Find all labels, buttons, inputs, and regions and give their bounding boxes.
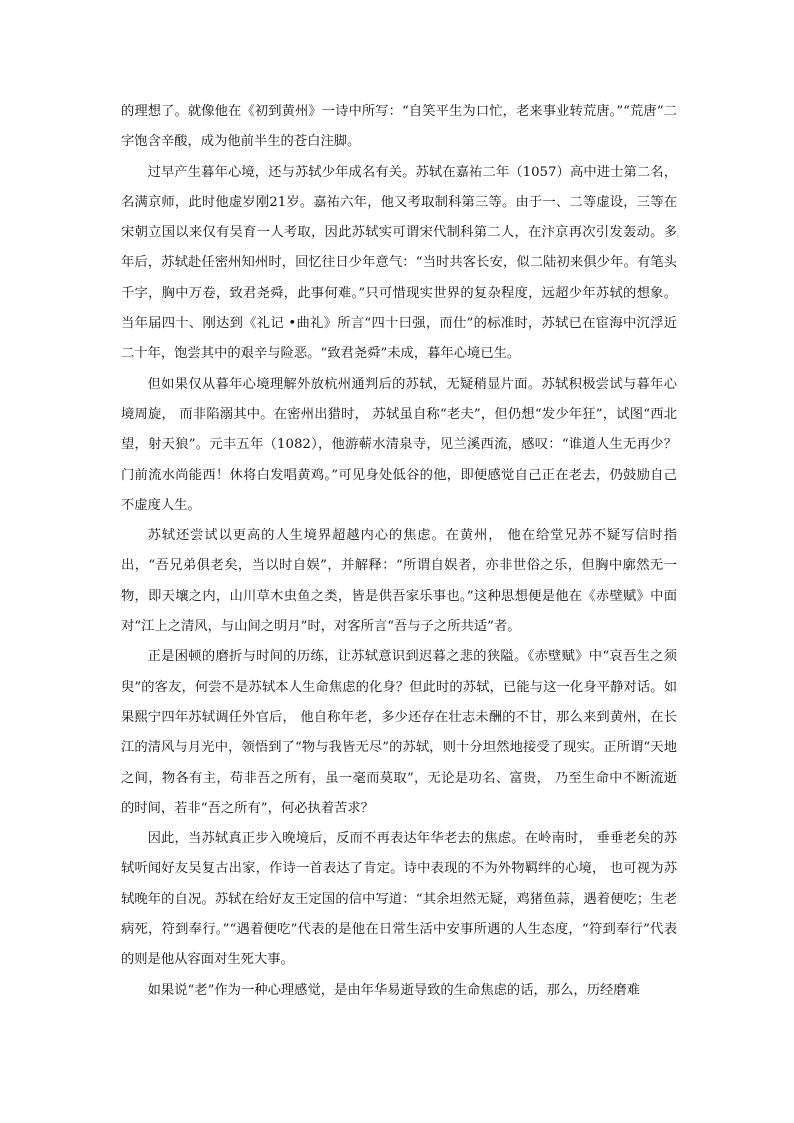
paragraph-continuation: 的理想了。就像他在《初到黄州》一诗中所写：“自笑平生为口忙，老来事业转荒唐。”“荒唐”二字饱含辛酸，成为他前半生的苍白注脚。 bbox=[121, 104, 677, 150]
document-page bbox=[121, 97, 677, 1006]
paragraph-red-cliff: 正是困顿的磨折与时间的历练，让苏轼意识到迟暮之悲的狭隘。《赤壁赋》中“哀吾生之须臾”的客友，何尝不是苏轼本人生命焦虑的化身？但此时的苏轼，已能与这一化身平静对话。如果熙宁四年苏轼调任外官后， 他自称年老，多少还存在壮志未酬的不甘，那么来到黄州，在长江的清风与月光中，领悟到了“物与我皆无尽”的苏轼，则十分坦然地接受了现实。正所谓“天地之间，物各有主，苟非吾之所有，虽一毫而莫取”，无论是功名、富贵， 乃至生命中不断流逝的时间，若非“吾之所有”，何必执着苦求？ bbox=[121, 649, 677, 816]
paragraph-late-years: 因此，当苏轼真正步入晚境后，反而不再表达年华老去的焦虑。在岭南时， 垂垂老矣的苏轼听闻好友吴复古出家，作诗一首表达了肯定。诗中表现的不为外物羁绊的心境， 也可视为苏轼晚年的自况。苏轼在给好友王定国的信中写道：“其余坦然无疑，鸡猪鱼蒜，遇着便吃；生老病死，符到奉行。”“遇着便吃”代表的是他在日常生活中安事所遇的人生态度，“符到奉行”代表的则是他从容面对生死大事。 bbox=[121, 831, 677, 968]
paragraph-resisting-age: 但如果仅从暮年心境理解外放杭州通判后的苏轼，无疑稍显片面。苏轼积极尝试与暮年心境周旋， 而非陷溺其中。在密州出猎时， 苏轼虽自称“老夫”，但仍想“发少年狂”，试图“西北望，射天狼”。元丰五年（1082），他游蕲水清泉寺，见兰溪西流，感叹：“谁道人生无再少？门前流水尚能西！休将白发唱黄鸡。”可见身处低谷的他，即便感觉自己正在老去，仍鼓励自己不虚度人生。 bbox=[121, 376, 677, 513]
paragraph-early-fame: 过早产生暮年心境，还与苏轼少年成名有关。苏轼在嘉祐二年（1057）高中进士第二名，名满京师，此时他虚岁刚21岁。嘉祐六年，他又考取制科第三等。由于一、二等虚设，三等在宋朝立国以来仅有吴育一人考取，因此苏轼实可谓宋代制科第二人，在汴京再次引发轰动。多年后，苏轼赴任密州知州时，回忆往日少年意气：“当时共客长安，似二陆初来俱少年。有笔头千字，胸中万卷，致君尧舜，此事何难。”只可惜现实世界的复杂程度，远超少年苏轼的想象。当年届四十、刚达到《礼记 •曲礼》所言“四十曰强，而仕”的标准时，苏轼已在宦海中沉浮近二十年，饱尝其中的艰辛与险恶。“致君尧舜”未成，暮年心境已生。 bbox=[121, 164, 677, 362]
paragraph-conclusion-start: 如果说“老”作为一种心理感觉，是由年华易逝导致的生命焦虑的话，那么，历经磨难 bbox=[147, 982, 640, 998]
paragraph-transcendence: 苏轼还尝试以更高的人生境界超越内心的焦虑。在黄州， 他在给堂兄苏不疑写信时指出，“吾兄弟俱老矣，当以时自娱”，并解释：“所谓自娱者，亦非世俗之乐，但胸中廓然无一物，即天壤之内，山川草木虫鱼之类，皆是供吾家乐事也。”这种思想便是他在《赤壁赋》中面对“江上之清风，与山间之明月”时，对客所言“吾与子之所共适”者。 bbox=[121, 528, 677, 635]
